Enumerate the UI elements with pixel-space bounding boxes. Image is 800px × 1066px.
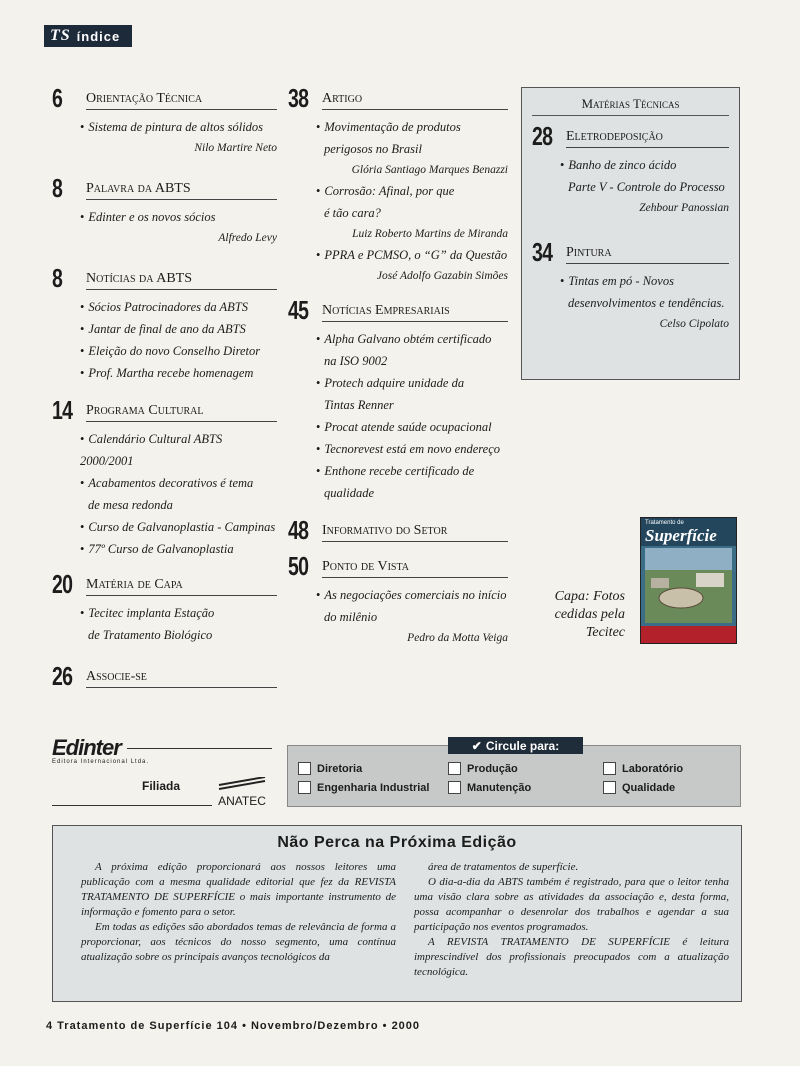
section-header [52, 395, 277, 425]
bullet-icon: • [316, 464, 321, 478]
bullet-icon: • [80, 476, 85, 490]
toc-item [316, 328, 508, 372]
bullet-icon: • [316, 332, 321, 346]
toc-section [52, 661, 277, 691]
bullet-icon: • [80, 322, 85, 336]
section-items [52, 116, 277, 138]
item-author: Glória Santiago Marques Benazzi [351, 164, 508, 176]
section-header [532, 121, 729, 151]
page-number: 28 [532, 121, 553, 151]
toc-left-column [52, 83, 277, 704]
toc-section [532, 237, 729, 334]
bullet-icon: • [80, 542, 85, 556]
checkbox-square[interactable] [448, 762, 461, 775]
section-author: Nilo Martire Neto [194, 142, 277, 154]
toc-item [80, 206, 277, 228]
item-text-cont: qualidade [324, 486, 374, 500]
item-text: Tecnorevest está em novo endereço [324, 442, 501, 456]
nao-perca-paragraph: A REVISTA TRATAMENTO DE SUPERFÍCIE é leitura imprescindível dos profissionais preocupados com a atualização tecnológica. [414, 936, 729, 978]
section-items [532, 154, 729, 218]
bullet-icon: • [560, 158, 565, 172]
page-number: 8 [52, 263, 63, 293]
section-title: Matéria de Capa [86, 577, 277, 596]
cover-image [640, 517, 737, 644]
toc-item [316, 116, 508, 180]
toc-section [288, 83, 508, 286]
toc-item [316, 416, 508, 438]
cover-caption: Capa: Fotos cedidas pela Tecitec [554, 589, 625, 640]
item-text: Banho de zinco ácido [568, 158, 677, 172]
section-title: Programa Cultural [86, 403, 277, 422]
toc-section [52, 173, 277, 248]
item-text: Acabamentos decorativos é tema [88, 476, 254, 490]
circule-option-label: Diretoria [317, 762, 363, 775]
nao-perca-box [52, 825, 742, 1002]
item-text: Enthone recebe certificado de [324, 464, 475, 478]
toc-item [80, 340, 277, 362]
page-number: 6 [52, 83, 63, 113]
item-author: José Adolfo Gazabin Simões [376, 270, 508, 282]
circule-option-label: Produção [467, 762, 518, 775]
item-author: Zehbour Panossian [639, 202, 729, 214]
nao-perca-paragraph: área de tratamentos de superfície. [428, 861, 579, 873]
page-footer: 4 Tratamento de Superfície 104 • Novembro/Dezembro • 2000 [46, 1020, 421, 1032]
nao-perca-title: Não Perca na Próxima Edição [277, 834, 517, 851]
toc-section [52, 83, 277, 158]
bullet-icon: • [316, 184, 321, 198]
section-header [52, 83, 277, 113]
toc-item [80, 538, 277, 560]
toc-item [316, 438, 508, 460]
section-header [288, 295, 508, 325]
item-text: As negociações comerciais no início [324, 588, 507, 602]
nao-perca-paragraph: Em todas as edições são abordados temas de relevância de forma a proporcionar, aos técnicos do nosso segmento, uma contínua atualização sobre os principais avanços tecnológicos da [81, 921, 396, 963]
toc-item [80, 472, 277, 516]
toc-item [316, 584, 508, 648]
page-number: 26 [52, 661, 73, 691]
toc-middle-column [288, 83, 508, 664]
edinter-name: Edinter [52, 735, 121, 760]
toc-item [560, 154, 729, 218]
item-text: Eleição do novo Conselho Diretor [88, 344, 261, 358]
circule-heading [448, 737, 583, 754]
page-number: 38 [288, 83, 309, 113]
item-text-cont: perigosos no Brasil [324, 142, 422, 156]
section-header [52, 569, 277, 599]
materias-sections [532, 121, 729, 334]
item-text-cont: Tintas Renner [324, 398, 394, 412]
section-header [52, 263, 277, 293]
edinter-subtitle: Editora Internacional Ltda. [52, 759, 150, 765]
item-text: Sistema de pintura de altos sólidos [88, 120, 264, 134]
toc-section [52, 569, 277, 646]
section-items [288, 584, 508, 648]
toc-item [80, 428, 277, 472]
toc-item [316, 244, 508, 286]
checkbox-square[interactable] [298, 781, 311, 794]
materias-title: Matérias Técnicas [532, 96, 729, 116]
section-title: Ponto de Vista [322, 559, 508, 578]
section-title: Orientação Técnica [86, 91, 277, 110]
item-text: Calendário Cultural ABTS 2000/2001 [80, 432, 223, 468]
item-text: Jantar de final de ano da ABTS [88, 322, 246, 336]
section-title: Pintura [566, 245, 729, 264]
circule-option-label: Manutenção [467, 781, 532, 794]
toc-item [80, 516, 277, 538]
circule-option[interactable] [603, 781, 733, 794]
anatec-mark [217, 777, 267, 791]
item-text: Protech adquire unidade da [324, 376, 465, 390]
item-author: Luiz Roberto Martins de Miranda [352, 228, 508, 240]
checkbox-square[interactable] [603, 762, 616, 775]
section-title: Associe-se [86, 669, 277, 688]
circule-options [298, 762, 730, 794]
nao-perca-col2 [414, 860, 729, 980]
filiada-label: Filiada [142, 779, 181, 793]
item-text: Alpha Galvano obtém certificado [324, 332, 492, 346]
item-text: PPRA e PCMSO, o “G” da Questão [324, 248, 508, 262]
page-number: 8 [52, 173, 63, 203]
page-number: 50 [288, 551, 309, 581]
section-title: Palavra da ABTS [86, 181, 277, 200]
bullet-icon: • [80, 120, 85, 134]
section-header [52, 173, 277, 203]
circule-option-label: Laboratório [622, 762, 684, 775]
item-author: Celso Cipolato [659, 318, 729, 330]
toc-item [316, 372, 508, 416]
toc-item [316, 180, 508, 244]
edinter-logo [52, 735, 272, 808]
anatec-label: ANATEC [218, 794, 266, 808]
checkbox-square[interactable] [603, 781, 616, 794]
toc-item [80, 362, 277, 384]
toc-item [80, 318, 277, 340]
toc-item [316, 460, 508, 504]
section-items [52, 206, 277, 228]
toc-item [80, 602, 277, 646]
toc-section [532, 121, 729, 218]
nao-perca-col1 [81, 860, 396, 980]
page-title: índice [76, 28, 121, 44]
page-number: 48 [288, 515, 309, 545]
materias-tecnicas-box [521, 87, 740, 380]
bullet-icon: • [80, 210, 85, 224]
page-number: 20 [52, 569, 73, 599]
toc-section [288, 515, 508, 545]
item-text: Sócios Patrocinadores da ABTS [88, 300, 248, 314]
section-items [532, 270, 729, 334]
circule-option[interactable] [298, 781, 448, 794]
circule-option[interactable] [448, 781, 603, 794]
toc-section [52, 263, 277, 384]
circule-option[interactable] [298, 762, 448, 775]
bullet-icon: • [316, 376, 321, 390]
nao-perca-paragraph: A próxima edição proporcionará aos nossos leitores uma publicação com a mesma qualidade editorial que fez da REVISTA TRATAMENTO DE SUPERFÍCIE o mais importante instrumento de informação e fomento para o setor. [81, 861, 396, 918]
circule-option[interactable] [603, 762, 733, 775]
item-text-cont: Parte V - Controle do Processo [568, 180, 725, 194]
bullet-icon: • [80, 366, 85, 380]
section-header [532, 237, 729, 267]
checkbox-square[interactable] [298, 762, 311, 775]
section-title: Artigo [322, 91, 508, 110]
toc-item [80, 296, 277, 318]
toc-item [80, 116, 277, 138]
section-header [52, 661, 277, 691]
item-text: Prof. Martha recebe homenagem [88, 366, 254, 380]
toc-item [560, 270, 729, 334]
bullet-icon: • [80, 432, 85, 446]
page-number: 34 [532, 237, 553, 267]
section-items [52, 428, 277, 560]
section-items [52, 296, 277, 384]
section-title: Informativo do Setor [322, 523, 508, 542]
item-text: 77º Curso de Galvanoplastia [88, 542, 234, 556]
bullet-icon: • [316, 588, 321, 602]
section-header [288, 551, 508, 581]
bullet-icon: • [80, 344, 85, 358]
item-text-cont: é tão cara? [324, 206, 381, 220]
section-title: Notícias da ABTS [86, 271, 277, 290]
toc-section [288, 551, 508, 648]
bullet-icon: • [80, 300, 85, 314]
circule-option[interactable] [448, 762, 603, 775]
circule-option-label: Engenharia Industrial [317, 781, 430, 794]
bullet-icon: • [316, 248, 321, 262]
section-logo [44, 25, 132, 47]
item-text-cont: de Tratamento Biológico [88, 628, 213, 642]
logo-ts: TS [50, 27, 71, 44]
nao-perca-paragraph: O dia-a-dia da ABTS também é registrado, para que o leitor tenha uma visão clara sobre as atividades da associação e, desta forma, possa acompanhar o desenrolar dos trabalhos e agendar a sua participação nos eventos programados. [414, 876, 729, 933]
edinter-rule [127, 748, 272, 749]
bullet-icon: • [316, 442, 321, 456]
checkbox-square[interactable] [448, 781, 461, 794]
item-author: Pedro da Motta Veiga [407, 632, 508, 644]
toc-section [52, 395, 277, 560]
page-number: 14 [52, 395, 73, 425]
bullet-icon: • [316, 120, 321, 134]
item-text-cont: desenvolvimentos e tendências. [568, 296, 725, 310]
item-text: Tecitec implanta Estação [88, 606, 215, 620]
item-text-cont: na ISO 9002 [324, 354, 388, 368]
checkmark-icon: ✔ [471, 738, 482, 753]
item-text: Movimentação de produtos [324, 120, 461, 134]
section-items [52, 602, 277, 646]
edinter-bottom-rule [52, 805, 212, 806]
bullet-icon: • [80, 520, 85, 534]
toc-section [288, 295, 508, 504]
item-text-cont: de mesa redonda [88, 498, 173, 512]
item-text: Edinter e os novos sócios [88, 210, 216, 224]
item-text: Tintas em pó - Novos [568, 274, 674, 288]
section-header [288, 515, 508, 545]
circule-heading-label: Circule para: [485, 738, 560, 753]
cover-small-title: Tratamento de [645, 520, 684, 526]
section-title: Notícias Empresariais [322, 303, 508, 322]
section-items [288, 328, 508, 504]
bullet-icon: • [316, 420, 321, 434]
bullet-icon: • [80, 606, 85, 620]
section-items [288, 116, 508, 286]
item-text: Corrosão: Afinal, por que [324, 184, 455, 198]
circule-option-label: Qualidade [622, 781, 676, 794]
section-title: Eletrodeposição [566, 129, 729, 148]
item-text-cont: do milênio [324, 610, 378, 624]
bullet-icon: • [560, 274, 565, 288]
item-text: Curso de Galvanoplastia - Campinas [88, 520, 276, 534]
section-author: Alfredo Levy [218, 232, 277, 244]
section-header [288, 83, 508, 113]
item-text: Procat atende saúde ocupacional [324, 420, 492, 434]
circule-para-box [287, 738, 741, 807]
cover-title: Superfície [645, 526, 717, 545]
page-number: 45 [288, 295, 309, 325]
anatec-logo [217, 777, 267, 808]
